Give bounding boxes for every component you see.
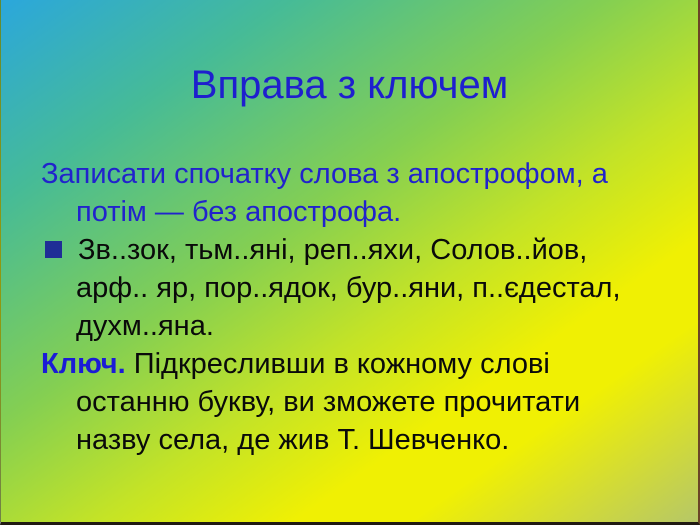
slide-title: Вправа з ключем [190, 63, 509, 107]
exercise-line-3: духм..яна. [76, 310, 214, 342]
slide-body [41, 155, 698, 459]
key-paragraph [41, 345, 698, 459]
key-line-2: останню букву, ви зможете прочитати [76, 386, 581, 418]
key-line-1-wrap [41, 345, 698, 383]
key-line-1: Підкресливши в кожному слові [125, 348, 550, 380]
exercise-paragraph [41, 231, 698, 345]
square-bullet-icon [45, 241, 62, 258]
intro-line-2: потім — без апострофа. [76, 196, 402, 228]
intro-paragraph [41, 155, 698, 231]
exercise-line-2: арф.. яр, пор..ядок, бур..яни, п..єдестал, [76, 272, 621, 304]
key-line-3: назву села, де жив Т. Шевченко. [76, 424, 510, 456]
key-label: Ключ. [41, 348, 126, 380]
intro-line-1: Записати спочатку слова з апострофом, а [41, 158, 608, 190]
exercise-line-1-wrap [41, 231, 698, 269]
exercise-line-1: Зв..зок, тьм..яні, реп..яхи, Солов..йов, [78, 234, 588, 266]
